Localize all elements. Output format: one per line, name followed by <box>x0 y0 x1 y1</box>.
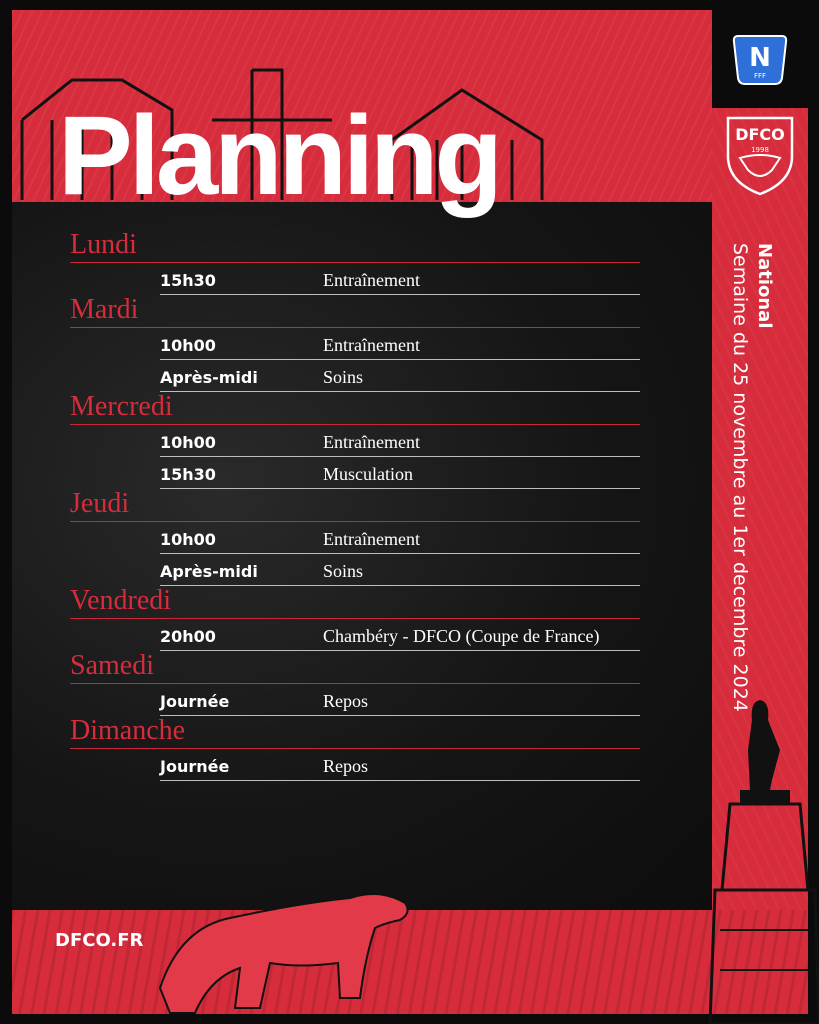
side-caption <box>728 243 776 712</box>
schedule-row <box>160 360 640 392</box>
schedule-row <box>160 684 640 716</box>
dfco-crest-icon <box>722 112 798 198</box>
schedule-row <box>160 457 640 489</box>
week-dates: Semaine du 25 novembre au 1er decembre 2024 <box>729 243 751 712</box>
weekly-schedule <box>70 230 640 781</box>
day-header-vendredi <box>70 586 640 619</box>
row-time: 20h00 <box>160 627 216 646</box>
row-time: 15h30 <box>160 271 216 290</box>
row-activity: Musculation <box>323 464 413 484</box>
day-header-lundi <box>70 230 640 263</box>
day-name: Mercredi <box>70 391 173 422</box>
row-time: Journée <box>160 757 230 776</box>
day-name: Dimanche <box>70 715 186 746</box>
row-activity: Repos <box>323 691 368 711</box>
website-label: DFCO.FR <box>55 930 144 951</box>
page-title: Planning <box>58 93 499 218</box>
row-activity: Entraînement <box>323 432 420 452</box>
row-time: 10h00 <box>160 433 216 452</box>
statue-illustration <box>700 690 819 1024</box>
row-activity: Chambéry - DFCO (Coupe de France) <box>323 626 600 646</box>
league-org: FFF <box>753 72 767 80</box>
day-header-samedi <box>70 651 640 684</box>
day-name: Mardi <box>70 294 139 325</box>
row-time: Après-midi <box>160 562 258 581</box>
row-activity: Soins <box>323 561 364 581</box>
schedule-row <box>160 749 640 781</box>
club-name: DFCO <box>735 125 785 144</box>
schedule-row <box>160 554 640 586</box>
day-header-dimanche <box>70 716 640 749</box>
row-activity: Repos <box>323 756 368 776</box>
row-time: 15h30 <box>160 465 216 484</box>
league-n-badge-icon <box>730 32 790 88</box>
row-activity: Soins <box>323 367 364 387</box>
row-time: 10h00 <box>160 336 216 355</box>
day-name: Lundi <box>70 229 137 260</box>
bear-illustration <box>150 868 415 1018</box>
row-time: Après-midi <box>160 368 258 387</box>
club-year: 1998 <box>751 146 769 154</box>
schedule-row <box>160 619 640 651</box>
row-activity: Entraînement <box>323 270 420 290</box>
schedule-row <box>160 425 640 457</box>
day-header-mercredi <box>70 392 640 425</box>
league-letter: N <box>749 43 771 73</box>
row-time: 10h00 <box>160 530 216 549</box>
row-activity: Entraînement <box>323 335 420 355</box>
competition-label: National <box>754 243 775 329</box>
day-name: Jeudi <box>70 488 130 519</box>
day-name: Vendredi <box>70 585 172 616</box>
schedule-row <box>160 263 640 295</box>
schedule-row <box>160 522 640 554</box>
schedule-row <box>160 328 640 360</box>
day-name: Samedi <box>70 650 154 681</box>
row-activity: Entraînement <box>323 529 420 549</box>
day-header-jeudi <box>70 489 640 522</box>
day-header-mardi <box>70 295 640 328</box>
row-time: Journée <box>160 692 230 711</box>
